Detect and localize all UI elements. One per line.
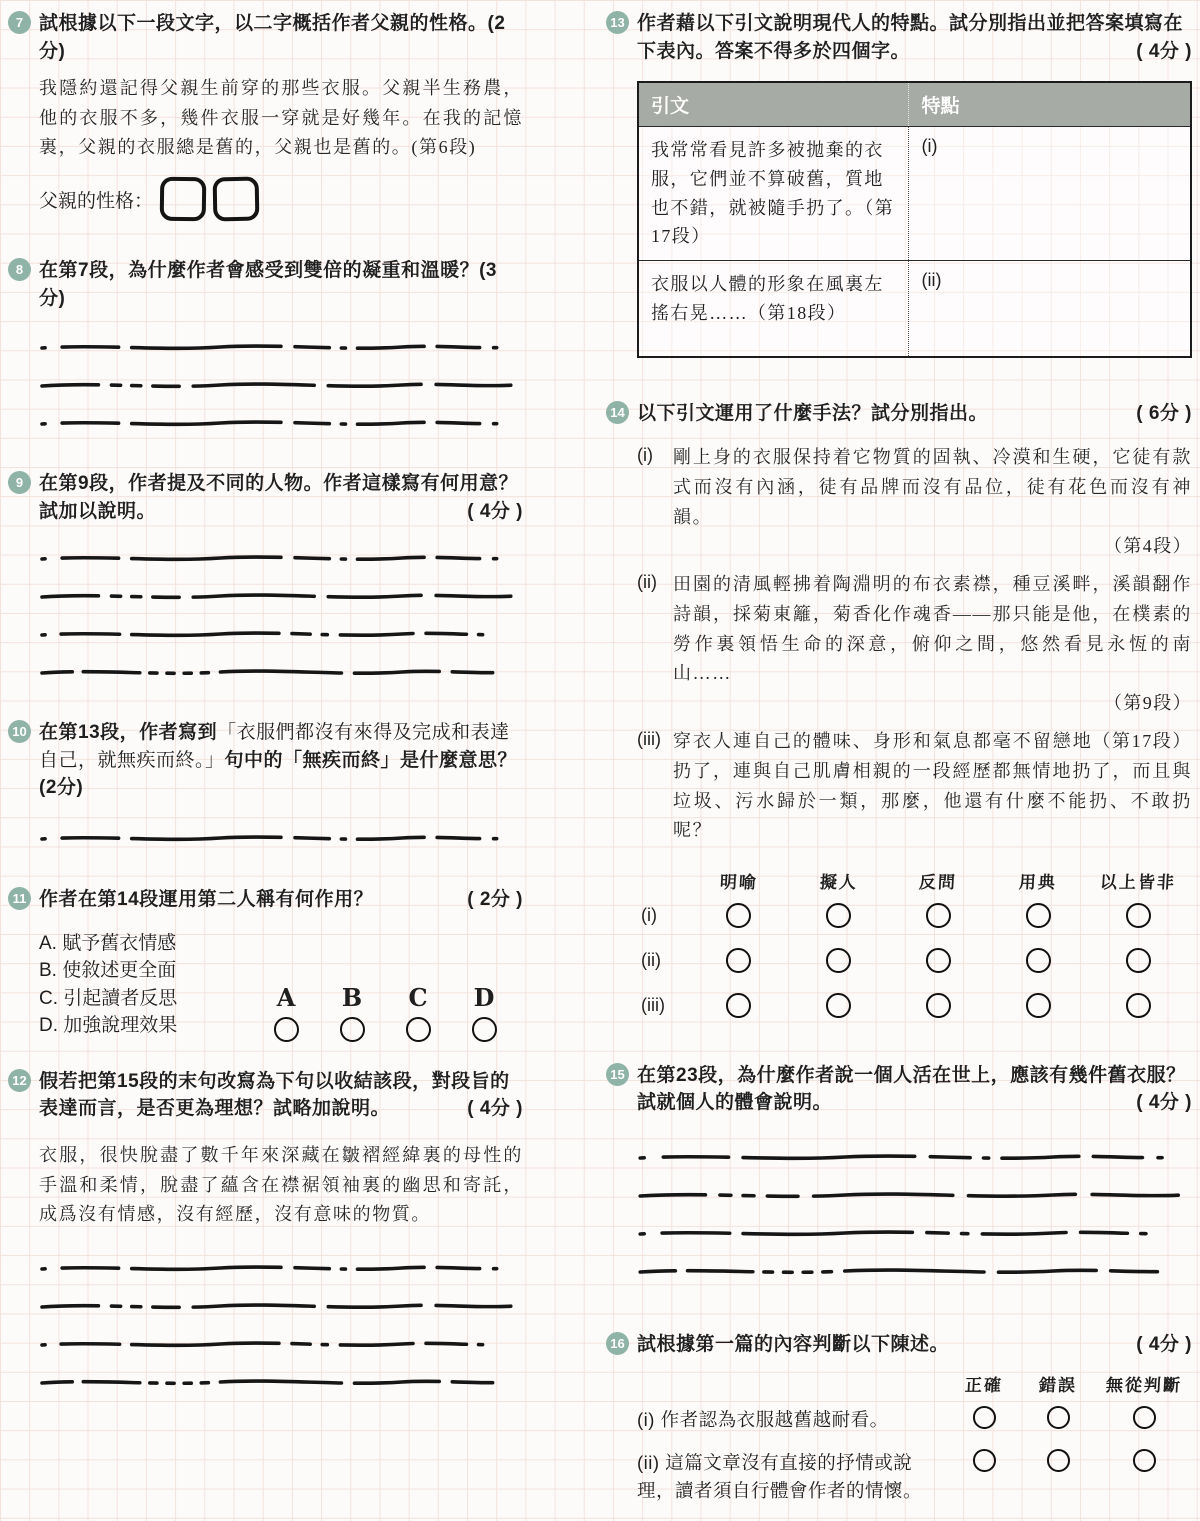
question-number-badge: 11 (8, 887, 31, 910)
left-column (8, 10, 523, 1521)
answer-line (39, 418, 523, 429)
quote-source: （第4段） (1104, 536, 1192, 557)
answer-lines (637, 1139, 1192, 1291)
radio-circle-d[interactable] (472, 1017, 497, 1042)
table-cell-answer[interactable]: (i) (909, 127, 1191, 261)
question-number-badge: 12 (8, 1069, 31, 1092)
option-list (39, 930, 523, 1040)
radio-circle[interactable] (1133, 1449, 1156, 1472)
radio-circle[interactable] (1126, 903, 1151, 928)
answer-line (637, 1190, 1192, 1201)
radio-circle[interactable] (726, 993, 751, 1018)
item-label: (i) (637, 445, 653, 466)
radio-circle[interactable] (1026, 993, 1051, 1018)
choice-grid (253, 982, 517, 1042)
question-text-before: 在第13段，作者寫到 (39, 722, 218, 744)
question-text (39, 886, 523, 914)
answer-line (39, 553, 523, 564)
statement-label: (i) (637, 1408, 655, 1430)
question-text (39, 470, 523, 525)
judgement-grid (637, 1371, 1192, 1505)
answer-line (39, 1377, 523, 1388)
question-text-main: 以下引文運用了什麼手法？試分別指出。 (637, 402, 989, 424)
table-header-quote: 引文 (638, 82, 909, 127)
radio-grid-row-ii (641, 938, 1188, 983)
answer-row (39, 177, 523, 221)
radio-circle[interactable] (726, 903, 751, 928)
answer-line (637, 1266, 1192, 1277)
radio-grid-header (641, 868, 1188, 893)
question-text-main: 試根據第一篇的內容判斷以下陳述。 (637, 1333, 950, 1355)
table-cell-answer[interactable]: (ii) (909, 261, 1191, 357)
answer-lines (39, 1250, 523, 1402)
question-text (637, 1331, 1192, 1359)
option-d: D. 加強說理效果 (39, 1015, 178, 1037)
quote-source: （第17段） (1092, 731, 1192, 752)
radio-circle[interactable] (1047, 1449, 1070, 1472)
table-row (638, 127, 1191, 261)
grid-header-none-of-above: 以上皆非 (1099, 872, 1177, 892)
grid-header-rhetorical-question: 反問 (918, 872, 958, 892)
statement-label: (ii) (637, 1452, 660, 1474)
question-12 (8, 1068, 523, 1402)
question-text: 試根據以下一段文字，以二字概括作者父親的性格。(2分) (39, 13, 506, 62)
radio-circle[interactable] (973, 1406, 996, 1429)
option-a: A. 賦予舊衣情感 (39, 932, 177, 954)
quote-item-ii (637, 570, 1192, 715)
statement-text (637, 1406, 895, 1434)
radio-grid-row-iii (641, 983, 1188, 1028)
question-10 (8, 719, 523, 858)
judgement-row-ii (637, 1449, 1192, 1505)
question-number-badge: 9 (8, 471, 31, 494)
radio-circle[interactable] (1026, 948, 1051, 973)
question-text (637, 400, 1192, 428)
answer-label: 父親的性格： (39, 190, 154, 212)
radio-circle-c[interactable] (406, 1017, 431, 1042)
quote-paragraph: 衣服，很快脫盡了數千年來深藏在皺褶經緯裏的母性的手溫和柔情，脫盡了蘊含在襟裾領袖裏的幽思和寄託，成爲沒有情感，沒有經歷，沒有意味的物質。 (39, 1144, 523, 1225)
radio-circle[interactable] (826, 948, 851, 973)
grid-header-personification: 擬人 (819, 872, 859, 892)
quote-paragraph: 我隱約還記得父親生前穿的那些衣服。父親半生務農，他的衣服不多，幾件衣服一穿就是好幾年。在我的記憶裏，父親的衣服總是舊的，父親也是舊的。(第6段) (39, 78, 523, 158)
radio-circle[interactable] (1126, 993, 1151, 1018)
header-incorrect: 錯誤 (1038, 1375, 1078, 1395)
radio-circle[interactable] (826, 993, 851, 1018)
quote-paragraph: 剛上身的衣服保持着它物質的固執、冷漠和生硬，它徒有款式而沒有內涵，徒有品牌而沒有品位，徒有花色而沒有神韻。 (673, 447, 1192, 527)
radio-circle[interactable] (926, 948, 951, 973)
grid-header-allusion: 用典 (1018, 872, 1058, 892)
row-label: (iii) (641, 994, 665, 1015)
question-text-main: 假若把第15段的末句改寫為下句以收結該段，對段旨的表達而言，是否更為理想？試略加說明。 (39, 1070, 510, 1120)
question-text (637, 10, 1192, 65)
choice-letter-d: D (473, 982, 495, 1012)
radio-circle-a[interactable] (274, 1017, 299, 1042)
answer-line (637, 1228, 1192, 1239)
option-b: B. 使敘述更全面 (39, 960, 177, 982)
question-number-badge: 14 (606, 401, 629, 424)
marks-label: ( 2分 ) (467, 888, 523, 910)
answer-line (39, 629, 523, 640)
question-7 (8, 10, 523, 221)
inline-quote: 「衣服們都沒有來得及完成和表達自己，就無疾而終。」 (39, 722, 510, 771)
question-text-main: 作者藉以下引文說明現代人的特點。試分別指出並把答案填寫在下表內。答案不得多於四個字。 (637, 13, 1184, 62)
question-number-badge: 15 (606, 1063, 629, 1086)
row-label: (i) (641, 904, 657, 925)
table-cell-quote: 我常常看見許多被拋棄的衣服，它們並不算破舊，質地也不錯，就被隨手扔了。（第17段） (638, 127, 909, 261)
answer-line (637, 1152, 1192, 1163)
table-row (638, 261, 1191, 357)
question-15 (606, 1062, 1192, 1291)
marks-label: ( 4分 ) (467, 500, 523, 522)
judgement-row-i (637, 1406, 1192, 1434)
question-text-main: 在第9段，作者提及不同的人物。作者這樣寫有何用意？試加以說明。 (39, 473, 519, 522)
radio-circle[interactable] (726, 948, 751, 973)
marks-label: ( 4分 ) (1136, 1092, 1192, 1114)
choice-letter-c: C (408, 982, 428, 1012)
answer-box[interactable] (160, 177, 207, 222)
radio-circle[interactable] (926, 903, 951, 928)
header-correct: 正確 (964, 1375, 1004, 1395)
question-text: 在第7段，為什麼作者會感受到雙倍的凝重和溫暖？(3分) (39, 260, 497, 309)
question-number-badge: 7 (8, 11, 31, 34)
radio-circle[interactable] (926, 993, 951, 1018)
statement-body: 作者認為衣服越舊越耐看。 (660, 1408, 889, 1430)
row-label: (ii) (641, 949, 661, 970)
item-label: (ii) (637, 572, 657, 593)
statement-body: 這篇文章沒有直接的抒情或說理，讀者須自行體會作者的情懷。 (637, 1452, 923, 1502)
question-number-badge: 10 (8, 720, 31, 743)
question-11 (8, 886, 523, 1040)
technique-radio-grid (637, 868, 1192, 1028)
answer-line (39, 1339, 523, 1350)
choice-letter-a: A (276, 982, 296, 1012)
question-number-badge: 16 (606, 1332, 629, 1355)
question-text (637, 1062, 1192, 1117)
choice-letter-b: B (341, 982, 363, 1012)
answer-line (39, 1301, 523, 1312)
quotes-table (637, 81, 1192, 358)
table-header-row (638, 82, 1191, 127)
question-8 (8, 257, 523, 442)
question-text-main: 作者在第14段運用第二人稱有何作用？ (39, 888, 374, 910)
question-text (39, 719, 523, 802)
grid-header-simile: 明喻 (719, 872, 759, 892)
question-number-badge: 13 (606, 11, 629, 34)
quote-item-i (637, 443, 1192, 558)
judgement-header (637, 1371, 1192, 1396)
radio-circle[interactable] (1047, 1406, 1070, 1429)
quote-paragraph (673, 727, 1192, 846)
option-c: C. 引起讀者反思 (39, 987, 178, 1009)
radio-grid-row-i (641, 893, 1188, 938)
answer-line (39, 591, 523, 602)
radio-circle-b[interactable] (340, 1017, 365, 1042)
answer-line (39, 1263, 523, 1274)
header-cannot-judge: 無從判斷 (1105, 1375, 1183, 1395)
quote-source: （第9段） (1104, 693, 1192, 714)
radio-circle[interactable] (1126, 948, 1151, 973)
item-label: (iii) (637, 729, 661, 750)
question-number-badge: 8 (8, 258, 31, 281)
question-16 (606, 1331, 1192, 1521)
question-text-main: 在第23段，為什麼作者說一個人活在世上，應該有幾件舊衣服？試就個人的體會說明。 (637, 1064, 1186, 1114)
radio-circle[interactable] (1026, 903, 1051, 928)
answer-line (39, 380, 523, 391)
statement-text (637, 1449, 946, 1505)
answer-box[interactable] (213, 177, 260, 222)
quote-paragraph: 田園的清風輕拂着陶淵明的布衣素襟，種豆溪畔，溪韻翻作詩韻，採菊東籬，菊香化作魂香——那只能是他，在樸素的勞作裏領悟生命的深意，俯仰之間，悠然看見永恆的南山…… (673, 574, 1192, 684)
radio-circle[interactable] (1133, 1406, 1156, 1429)
question-14 (606, 400, 1192, 1028)
question-text-after: 句中的「無疾而終」是什麼意思？(2分) (39, 749, 518, 799)
marks-label: ( 4分 ) (1136, 1333, 1192, 1355)
table-header-feature: 特點 (909, 82, 1191, 127)
marks-label: ( 6分 ) (1136, 402, 1192, 424)
question-9 (8, 470, 523, 691)
answer-lines (39, 820, 523, 858)
answer-line (39, 833, 523, 844)
radio-circle[interactable] (973, 1449, 996, 1472)
question-13 (606, 10, 1192, 358)
marks-label: ( 4分 ) (1136, 40, 1192, 62)
question-text (39, 1068, 523, 1123)
right-column (606, 10, 1192, 1521)
table-cell-quote: 衣服以人體的形象在風裏左搖右晃……（第18段） (638, 261, 909, 357)
radio-circle[interactable] (826, 903, 851, 928)
answer-lines (39, 539, 523, 691)
marks-label: ( 4分 ) (467, 1098, 523, 1120)
quote-text: 穿衣人連自己的體味、身形和氣息都毫不留戀地扔了，連與自己肌膚相親的一段經歷都無情地扔了，而且與垃圾、污水歸於一類，那麼，他還有什麼不能扔、不敢扔呢？ (673, 731, 1192, 841)
answer-line (39, 667, 523, 678)
answer-line (39, 342, 523, 353)
answer-lines (39, 328, 523, 442)
quote-item-iii (637, 727, 1192, 846)
